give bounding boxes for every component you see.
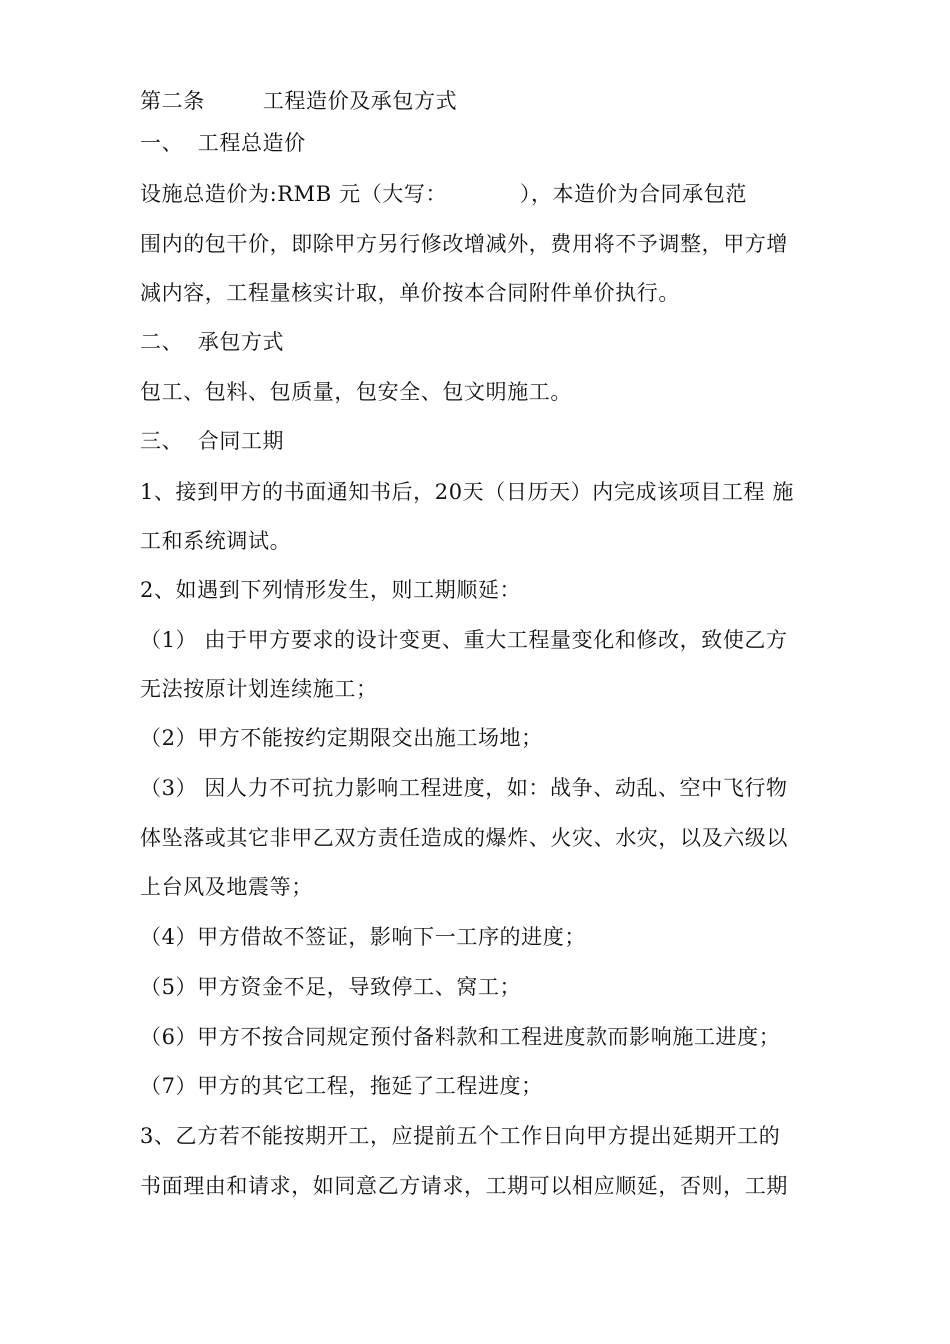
- sub4: （4）甲方借故不签证，影响下一工序的进度；: [140, 925, 586, 949]
- item1-line-1: 1、接到甲方的书面通知书后，20天（日历天）内完成该项目工程 施: [140, 480, 794, 504]
- section3-heading: 三、 合同工期: [140, 429, 285, 453]
- sub3-line-3: 上台风及地震等；: [140, 875, 313, 899]
- item2: 2、如遇到下列情形发生，则工期顺延：: [140, 578, 522, 602]
- article-title: 工程造价及承包方式: [262, 89, 458, 113]
- sub2: （2）甲方不能按约定期限交出施工场地；: [140, 726, 543, 750]
- sub5: （5）甲方资金不足，导致停工、窝工；: [140, 975, 522, 999]
- section1-line-2: 围内的包干价，即除甲方另行修改增减外，费用将不予调整，甲方增: [140, 232, 788, 256]
- article-number: 第二条: [140, 89, 205, 113]
- item1-line-2: 工和系统调试。: [140, 529, 292, 553]
- section1-line-1: 设施总造价为:RMB 元（大写： ），本造价为合同承包范: [140, 182, 747, 206]
- sub3-line-2: 体坠落或其它非甲乙双方责任造成的爆炸、火灾、水灾，以及六级以: [140, 826, 788, 850]
- section1-line-3: 减内容，工程量核实计取，单价按本合同附件单价执行。: [140, 281, 680, 305]
- sub3-line-1: （3） 因人力不可抗力影响工程进度，如：战争、动乱、空中飞行物: [140, 776, 788, 800]
- item3-line-2: 书面理由和请求，如同意乙方请求，工期可以相应顺延，否则，工期: [140, 1174, 788, 1198]
- item3-line-1: 3、乙方若不能按期开工，应提前五个工作日向甲方提出延期开工的: [140, 1124, 781, 1148]
- sub1-line-2: 无法按原计划连续施工；: [140, 677, 378, 701]
- section2-body: 包工、包料、包质量，包安全、包文明施工。: [140, 380, 572, 404]
- sub6: （6）甲方不按合同规定预付备料款和工程进度款而影响施工进度；: [140, 1025, 781, 1049]
- sub1-line-1: （1） 由于甲方要求的设计变更、重大工程量变化和修改，致使乙方: [140, 628, 788, 652]
- article-heading: [140, 87, 457, 115]
- section2-heading: 二、 承包方式: [140, 330, 285, 354]
- section1-heading: 一、 工程总造价: [140, 131, 306, 155]
- sub7: （7）甲方的其它工程，拖延了工程进度；: [140, 1074, 543, 1098]
